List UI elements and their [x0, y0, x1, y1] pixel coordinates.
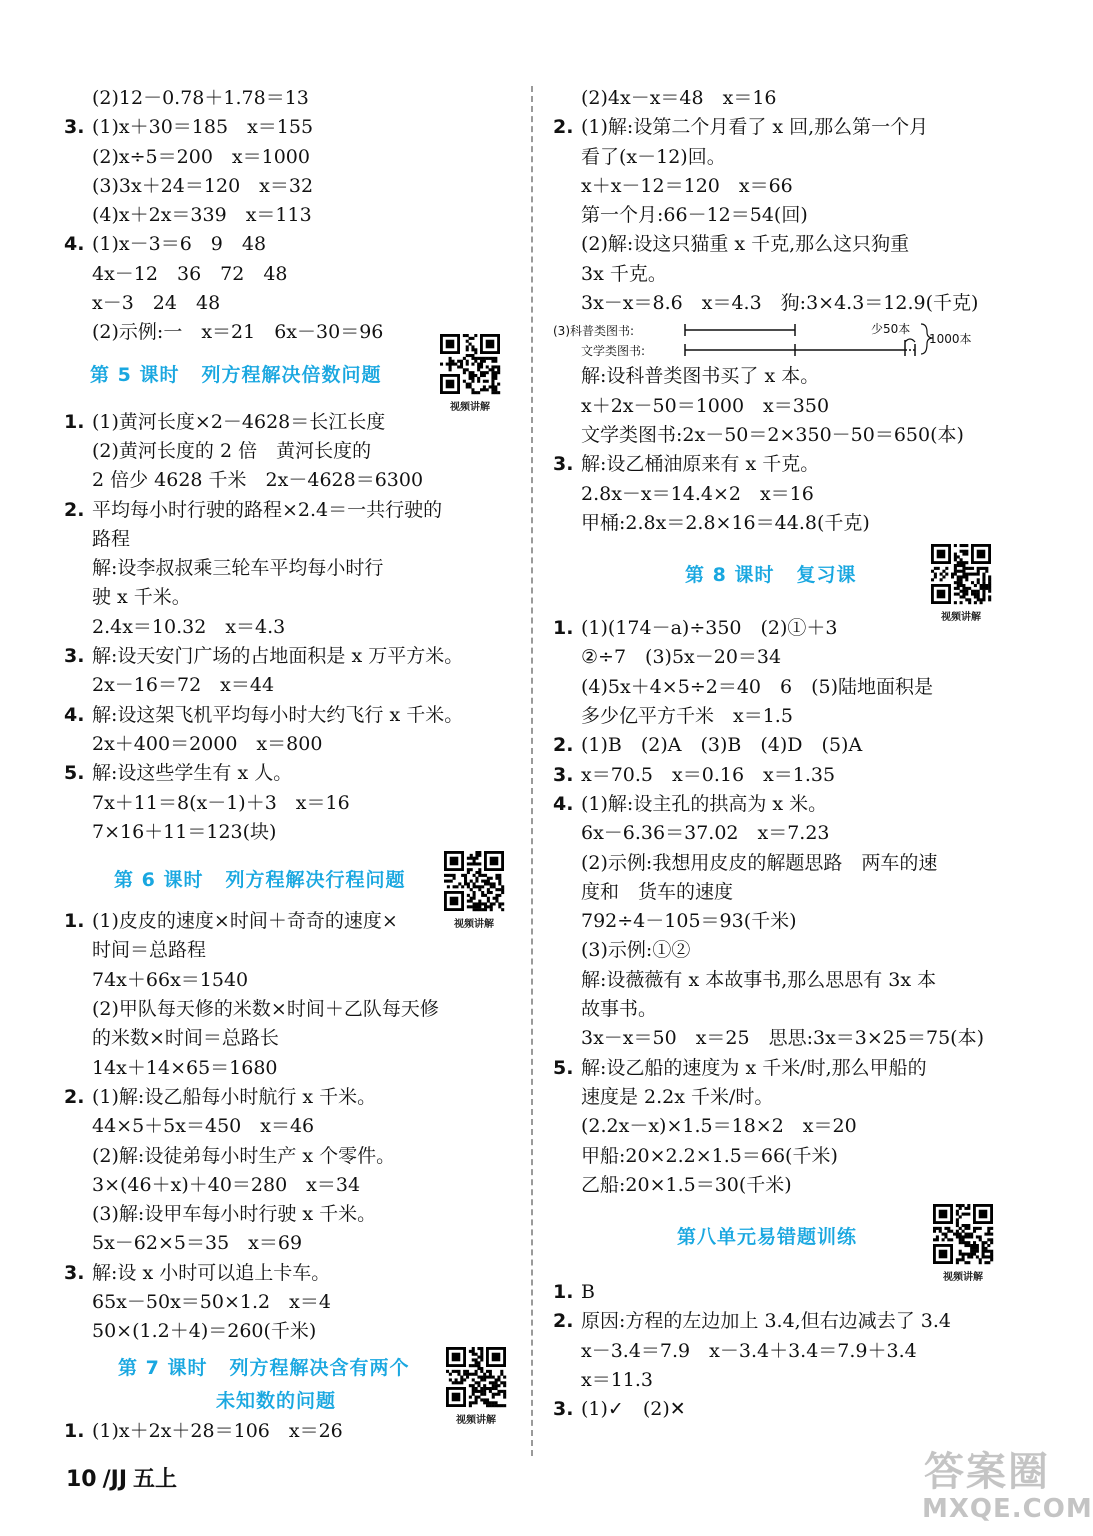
answer-line — [64, 84, 514, 113]
answer-text: (3)示例:①② — [581, 939, 691, 962]
answer-line — [553, 849, 1001, 878]
answer-line — [553, 819, 1001, 848]
answer-text: 65x－50x＝50×1.2 x＝4 — [92, 1290, 331, 1313]
answer-line — [64, 907, 514, 936]
answer-text: (1)(174－a)÷350 (2)①＋3 — [581, 617, 838, 640]
question-number: 1. — [553, 617, 574, 640]
answer-line — [553, 260, 1001, 289]
answer-line — [64, 1112, 514, 1141]
answer-line — [64, 1417, 514, 1446]
answer-text: 度和 货车的速度 — [581, 880, 734, 903]
answer-line — [553, 995, 1001, 1024]
answer-line — [553, 1083, 1001, 1112]
answer-text: (2)示例:一 x＝21 6x－30＝96 — [92, 321, 384, 344]
question-number: 4. — [64, 233, 85, 256]
answer-line — [553, 421, 1001, 450]
answer-line — [64, 759, 514, 788]
answer-line — [64, 113, 514, 142]
answer-text: (4)5x＋4×5÷2＝40 6 (5)陆地面积是 — [581, 675, 934, 698]
answer-text: 平均每小时行驶的路程×2.4＝一共行驶的 — [92, 498, 443, 521]
answer-line — [553, 201, 1001, 230]
answer-block — [64, 84, 514, 348]
answer-line — [64, 642, 514, 671]
answer-text: x－3 24 48 — [92, 292, 221, 315]
answer-text: 解:设科普类图书买了 x 本。 — [581, 365, 820, 388]
qr-pattern — [446, 1347, 506, 1407]
diagram-label-science: (3)科普类图书: — [553, 324, 635, 339]
lesson-heading-7 — [64, 1347, 514, 1426]
answer-line — [64, 1288, 514, 1317]
answer-text: 2x－16＝72 x＝44 — [92, 674, 275, 697]
answer-line — [64, 172, 514, 201]
answer-block — [553, 1278, 1001, 1424]
answer-line — [553, 1054, 1001, 1083]
answer-text: (2)示例:我想用皮皮的解题思路 两车的速 — [581, 851, 938, 874]
question-number: 2. — [553, 116, 574, 139]
answer-text: (2)解:设徒弟每小时生产 x 个零件。 — [92, 1144, 396, 1167]
answer-text: 3x 千克。 — [581, 262, 667, 285]
answer-line — [553, 790, 1001, 819]
answer-text: (3)3x＋24＝120 x＝32 — [92, 174, 314, 197]
answer-text: B — [581, 1281, 595, 1304]
answer-text: 的米数×时间＝总路长 — [92, 1027, 279, 1050]
answer-line — [553, 84, 1001, 113]
qr-code[interactable] — [933, 1204, 993, 1283]
answer-text: 解:设天安门广场的占地面积是 x 万平方米。 — [92, 645, 464, 668]
answer-line — [553, 1307, 1001, 1336]
diagram-label-total: 1000本 — [929, 332, 972, 347]
question-number: 5. — [64, 762, 85, 785]
answer-text: 2.4x＝10.32 x＝4.3 — [92, 615, 286, 638]
question-number: 1. — [64, 1419, 85, 1442]
answer-text: 驶 x 千米。 — [92, 586, 191, 609]
qr-pattern — [440, 334, 500, 394]
answer-text: x＋2x－50＝1000 x＝350 — [581, 394, 830, 417]
answer-line — [553, 289, 1001, 318]
answer-text: (2)12－0.78＋1.78＝13 — [92, 87, 309, 109]
answer-line — [64, 230, 514, 259]
answer-text: 792÷4－105＝93(千米) — [581, 910, 797, 933]
answer-line — [553, 702, 1001, 731]
left-column — [64, 84, 514, 1446]
answer-line — [553, 761, 1001, 790]
answer-text: (2)解:设这只猫重 x 千克,那么这只狗重 — [581, 233, 910, 256]
answer-text: 甲桶:2.8x＝2.8×16＝44.8(千克) — [581, 511, 870, 534]
answer-text: 7x＋11＝8(x－1)＋3 x＝16 — [92, 791, 350, 814]
answer-text: (2)黄河长度的 2 倍 黄河长度的 — [92, 439, 372, 462]
answer-line — [553, 113, 1001, 142]
answer-text: (1)皮皮的速度×时间＋奇奇的速度× — [92, 910, 398, 933]
answer-text: 解:设乙桶油原来有 x 千克。 — [581, 453, 820, 476]
answer-text: 解:设乙船的速度为 x 千米/时,那么甲船的 — [581, 1056, 927, 1079]
qr-label: 视频讲解 — [450, 401, 490, 413]
question-number: 3. — [64, 116, 85, 139]
heading-text: 第 7 课时 列方程解决含有两个 未知数的问题 — [118, 1356, 410, 1412]
heading-text: 第 8 课时 复习课 — [685, 564, 857, 587]
answer-text: 原因:方程的左边加上 3.4,但右边减去了 3.4 — [581, 1310, 951, 1333]
answer-line — [553, 1395, 1001, 1424]
answer-text: ②÷7 (3)5x－20＝34 — [581, 646, 782, 669]
answer-line — [64, 1054, 514, 1083]
answer-line — [64, 408, 514, 437]
line-segment-diagram — [553, 318, 1001, 362]
answer-line — [553, 230, 1001, 259]
qr-pattern — [931, 544, 991, 604]
question-number: 4. — [553, 792, 574, 815]
answer-line — [553, 1171, 1001, 1200]
answer-line — [64, 525, 514, 554]
answer-text: 3x－x＝8.6 x＝4.3 狗:3×4.3＝12.9(千克) — [581, 292, 979, 315]
answer-block — [64, 1417, 514, 1446]
answer-line — [64, 496, 514, 525]
lesson-heading-8 — [553, 538, 1001, 624]
question-number: 3. — [553, 453, 574, 476]
answer-line — [553, 1142, 1001, 1171]
answer-text: (1)✓ (2)✕ — [581, 1398, 686, 1421]
answer-text: (1)解:设主孔的拱高为 x 米。 — [581, 792, 828, 815]
question-number: 3. — [553, 763, 574, 786]
answer-line — [64, 730, 514, 759]
answer-line — [553, 143, 1001, 172]
answer-line — [553, 392, 1001, 421]
answer-text: 解:设 x 小时可以追上卡车。 — [92, 1261, 331, 1284]
answer-line — [553, 936, 1001, 965]
question-number: 4. — [64, 703, 85, 726]
answer-line — [64, 789, 514, 818]
answer-text: 甲船:20×2.2×1.5＝66(千米) — [581, 1144, 838, 1167]
answer-line — [553, 1024, 1001, 1053]
page-footer — [66, 1462, 183, 1493]
answer-line — [553, 966, 1001, 995]
unit-heading — [553, 1200, 1001, 1284]
answer-text: 5x－62×5＝35 x＝69 — [92, 1232, 303, 1255]
answer-text: 路程 — [92, 527, 131, 550]
answer-text: 速度是 2.2x 千米/时。 — [581, 1085, 774, 1108]
answer-text: 50×(1.2＋4)＝260(千米) — [92, 1320, 317, 1343]
qr-code[interactable] — [931, 544, 991, 623]
answer-line — [64, 201, 514, 230]
answer-text: 多少亿平方千米 x＝1.5 — [581, 705, 793, 728]
answer-text: 故事书。 — [581, 998, 658, 1021]
question-number: 1. — [553, 1281, 574, 1304]
answer-text: 2x＋400＝2000 x＝800 — [92, 732, 323, 755]
answer-text: (2.2x－x)×1.5＝18×2 x＝20 — [581, 1115, 857, 1138]
column-divider — [531, 86, 533, 1456]
answer-block — [553, 362, 1001, 538]
answer-line — [64, 936, 514, 965]
answer-text: (2)甲队每天修的米数×时间＋乙队每天修 — [92, 998, 439, 1021]
answer-text: 时间＝总路程 — [92, 939, 207, 962]
diagram-label-literature: 文学类图书: — [581, 344, 646, 359]
answer-text: 解:设薇薇有 x 本故事书,那么思思有 3x 本 — [581, 968, 937, 991]
answer-line — [553, 614, 1001, 643]
answer-block — [553, 84, 1001, 318]
diagram-label-less: 少50本 — [871, 322, 911, 337]
answer-text: 44×5＋5x＝450 x＝46 — [92, 1115, 315, 1138]
answer-line — [553, 480, 1001, 509]
answer-line — [553, 172, 1001, 201]
qr-code[interactable] — [440, 334, 500, 413]
answer-block — [64, 907, 514, 1346]
answer-text: 3x－x＝50 x＝25 思思:3x＝3×25＝75(本) — [581, 1027, 984, 1050]
answer-text: 解:设这架飞机平均每小时大约飞行 x 千米。 — [92, 703, 464, 726]
answer-line — [64, 995, 514, 1024]
grade-label: 五上 — [133, 1467, 178, 1492]
answer-text: (2)4x－x＝48 x＝16 — [581, 87, 777, 109]
heading-text: 第八单元易错题训练 — [677, 1226, 858, 1249]
answer-line — [64, 143, 514, 172]
answer-line — [64, 289, 514, 318]
answer-text: 第一个月:66－12＝54(回) — [581, 204, 808, 227]
right-column — [553, 84, 1001, 1425]
answer-text: 2.8x－x＝14.4×2 x＝16 — [581, 482, 814, 505]
answer-line — [553, 673, 1001, 702]
answer-text: x＋x－12＝120 x＝66 — [581, 174, 793, 197]
question-number: 2. — [553, 734, 574, 757]
answer-text: (3)解:设甲车每小时行驶 x 千米。 — [92, 1203, 377, 1226]
answer-line — [64, 1024, 514, 1053]
answer-line — [64, 437, 514, 466]
qr-label: 视频讲解 — [941, 612, 981, 624]
question-number: 2. — [64, 1085, 85, 1108]
answer-line — [64, 701, 514, 730]
answer-line — [553, 1112, 1001, 1141]
answer-text: 文学类图书:2x－50＝2×350－50＝650(本) — [581, 423, 964, 446]
answer-line — [64, 1317, 514, 1346]
answer-line — [64, 466, 514, 495]
question-number: 2. — [64, 498, 85, 521]
answer-line — [553, 907, 1001, 936]
page-number: 10 — [66, 1467, 97, 1492]
answer-text: 3×(46＋x)＋40＝280 x＝34 — [92, 1173, 361, 1196]
answer-text: (1)B (2)A (3)B (4)D (5)A — [581, 734, 863, 757]
qr-code[interactable] — [446, 1347, 506, 1426]
series-code: /JJ — [102, 1467, 128, 1492]
watermark-logo: 答案圈 MXQE.COM — [922, 1449, 1093, 1524]
answer-text: 7×16＋11＝123(块) — [92, 820, 277, 843]
qr-label: 视频讲解 — [943, 1272, 983, 1284]
answer-line — [64, 1259, 514, 1288]
question-number: 2. — [553, 1310, 574, 1333]
question-number: 1. — [64, 410, 85, 433]
answer-text: 解:设李叔叔乘三轮车平均每小时行 — [92, 557, 384, 580]
question-number: 5. — [553, 1056, 574, 1079]
question-number: 3. — [553, 1398, 574, 1421]
answer-line — [553, 509, 1001, 538]
answer-line — [64, 966, 514, 995]
answer-text: (4)x＋2x＝339 x＝113 — [92, 204, 312, 227]
answer-text: 2 倍少 4628 千米 2x－4628＝6300 — [92, 469, 424, 492]
qr-label: 视频讲解 — [454, 919, 494, 931]
question-number: 1. — [64, 910, 85, 933]
answer-text: 解:设这些学生有 x 人。 — [92, 762, 293, 785]
answer-line — [64, 1171, 514, 1200]
answer-text: (2)x÷5＝200 x＝1000 — [92, 145, 310, 168]
diagram-segments — [553, 318, 993, 362]
answer-line — [553, 731, 1001, 760]
answer-text: (1)x＋2x＋28＝106 x＝26 — [92, 1419, 343, 1442]
answer-line — [553, 450, 1001, 479]
answer-line — [553, 1278, 1001, 1307]
answer-text: (1)x＋30＝185 x＝155 — [92, 116, 314, 139]
answer-line — [64, 818, 514, 847]
heading-text: 第 6 课时 列方程解决行程问题 — [114, 869, 406, 892]
answer-text: x－3.4＝7.9 x－3.4＋3.4＝7.9＋3.4 — [581, 1339, 917, 1362]
answer-line — [64, 554, 514, 583]
answer-text: 4x－12 36 72 48 — [92, 262, 288, 285]
answer-text: (1)解:设第二个月看了 x 回,那么第一个月 — [581, 116, 929, 139]
answer-line — [64, 1083, 514, 1112]
answer-block — [553, 614, 1001, 1200]
answer-text: (1)解:设乙船每小时航行 x 千米。 — [92, 1085, 377, 1108]
answer-line — [64, 1142, 514, 1171]
answer-line — [553, 362, 1001, 391]
answer-text: 6x－6.36＝37.02 x＝7.23 — [581, 822, 830, 845]
qr-pattern — [933, 1204, 993, 1264]
qr-pattern — [444, 851, 504, 911]
answer-text: (1)x－3＝6 9 48 — [92, 233, 267, 256]
question-number: 3. — [64, 1261, 85, 1284]
answer-line — [64, 260, 514, 289]
answer-text: 看了(x－12)回。 — [581, 145, 726, 168]
answer-text: 74x＋66x＝1540 — [92, 968, 249, 991]
answer-line — [64, 671, 514, 700]
answer-text: (1)黄河长度×2－4628＝长江长度 — [92, 410, 386, 433]
answer-line — [64, 613, 514, 642]
answer-text: 14x＋14×65＝1680 — [92, 1056, 278, 1079]
answer-text: 乙船:20×1.5＝30(千米) — [581, 1173, 792, 1196]
heading-text: 第 5 课时 列方程解决倍数问题 — [90, 363, 382, 386]
answer-block — [64, 408, 514, 847]
question-number: 3. — [64, 645, 85, 668]
answer-text: x＝70.5 x＝0.16 x＝1.35 — [581, 763, 836, 786]
answer-line — [64, 1229, 514, 1258]
lesson-heading-5 — [64, 348, 514, 413]
answer-line — [553, 1366, 1001, 1395]
answer-line — [553, 878, 1001, 907]
answer-line — [553, 643, 1001, 672]
answer-text: x＝11.3 — [581, 1368, 654, 1391]
answer-line — [64, 1200, 514, 1229]
answer-line — [553, 1337, 1001, 1366]
answer-line — [64, 583, 514, 612]
qr-label: 视频讲解 — [456, 1414, 496, 1426]
